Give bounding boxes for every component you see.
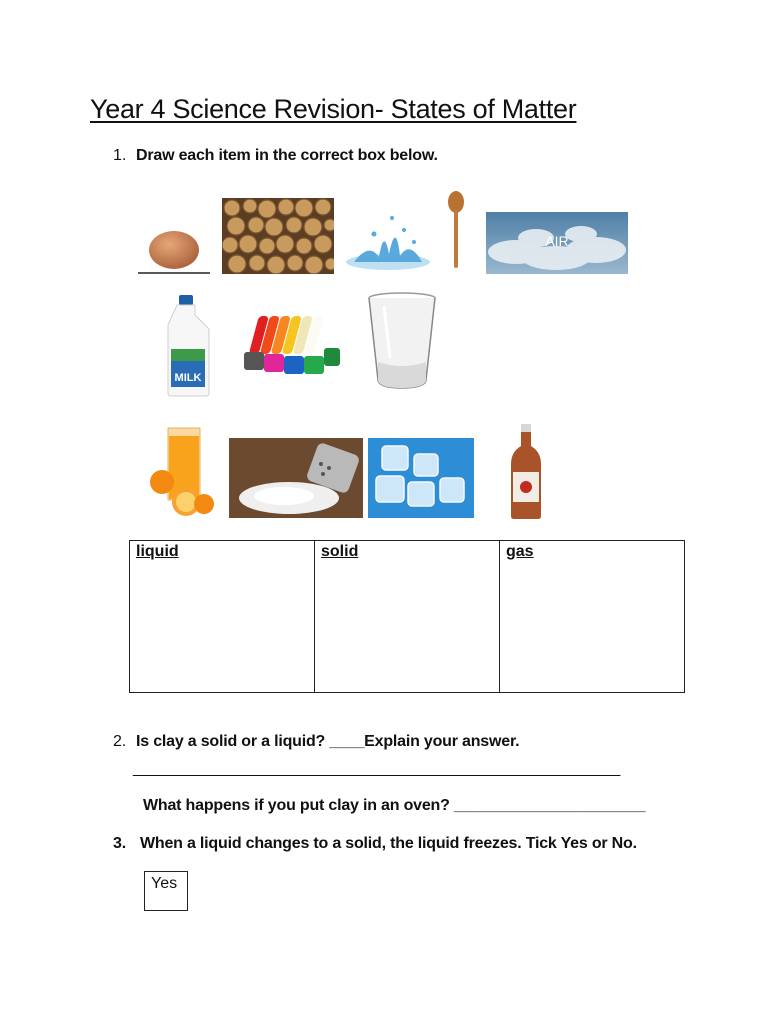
salt-image	[229, 438, 363, 518]
air-clouds-image	[486, 212, 628, 274]
plasticine-image	[242, 312, 344, 378]
gas-column[interactable]: gas	[500, 541, 685, 693]
logs-image	[222, 198, 334, 274]
question-2-number: 2.	[113, 733, 126, 750]
question-1-text: Draw each item in the correct box below.	[136, 147, 438, 164]
page-title: Year 4 Science Revision- States of Matter	[90, 94, 577, 124]
sorting-table	[129, 540, 685, 693]
vinegar-bottle-image	[508, 424, 544, 520]
question-2-text: Is clay a solid or a liquid? ____Explain your answer.	[136, 733, 520, 750]
question-3-text: When a liquid changes to a solid, the liquid freezes. Tick Yes or No.	[140, 835, 637, 852]
question-2-followup: What happens if you put clay in an oven? ______________________	[143, 797, 646, 814]
glass-image	[366, 292, 438, 392]
question-2-answer-line[interactable]: ________________________________________________________	[133, 760, 621, 777]
question-1-number: 1.	[113, 147, 127, 164]
milk-label: MILK	[174, 372, 202, 384]
wooden-spoon-image	[446, 190, 466, 270]
yes-tick-box[interactable]: Yes	[144, 871, 188, 911]
orange-juice-image	[150, 426, 214, 518]
air-label: AIR	[545, 233, 569, 249]
egg-image	[138, 222, 212, 274]
liquid-column[interactable]: liquid	[130, 541, 315, 693]
ice-cubes-image	[368, 438, 474, 518]
question-3-number: 3.	[113, 835, 126, 852]
milk-bottle-image	[165, 295, 213, 397]
water-splash-image	[344, 212, 432, 272]
solid-column[interactable]: solid	[315, 541, 500, 693]
